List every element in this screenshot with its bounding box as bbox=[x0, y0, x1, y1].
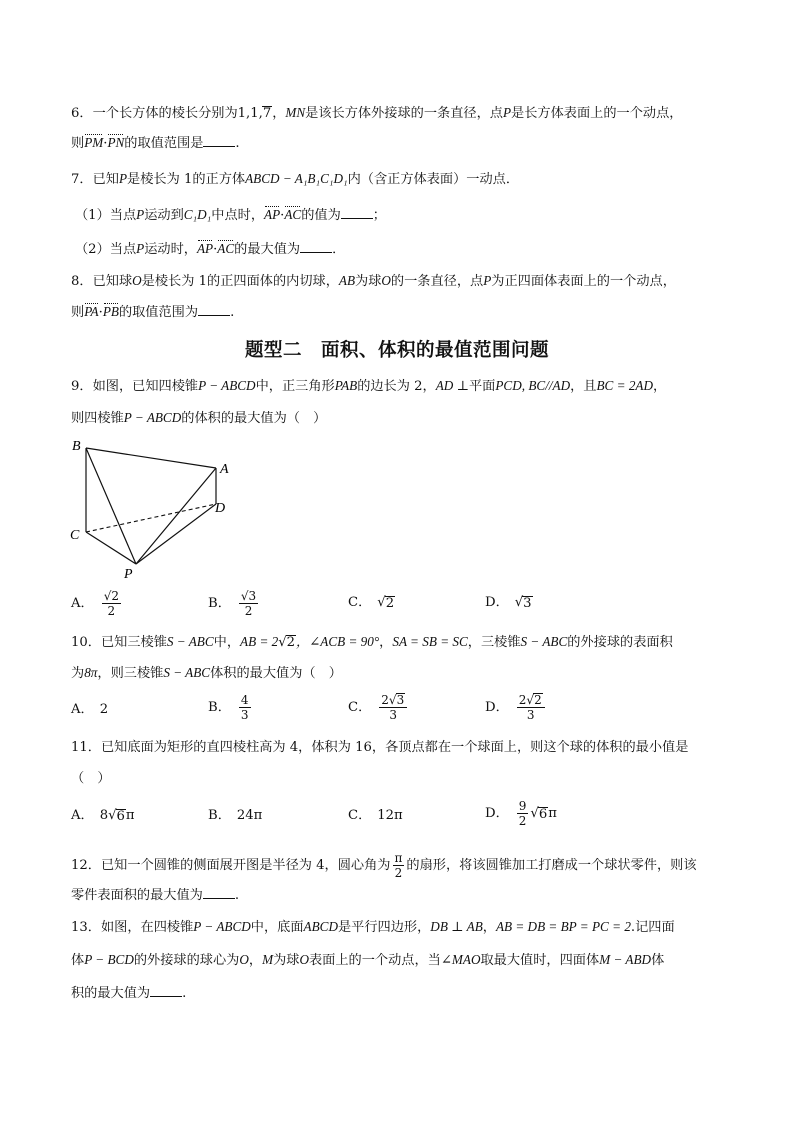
label-b: B bbox=[72, 439, 81, 454]
question-11-line-1: 11．已知底面为矩形的直四棱柱高为 4，体积为 16，各顶点都在一个球面上，则这个球的体积的最小值是 bbox=[71, 740, 689, 755]
text: ，则三棱锥 bbox=[97, 666, 164, 681]
q10-option-a[interactable] bbox=[71, 701, 108, 719]
q10-option-d[interactable] bbox=[485, 693, 547, 722]
text: 的外接球的表面积 bbox=[567, 635, 673, 650]
math-bc: BC = 2AD bbox=[596, 378, 654, 393]
numerator: 2√2 bbox=[517, 693, 545, 708]
question-7-sub-2: （2）当点P运动时，AP·AC的最大值为 ． bbox=[75, 241, 346, 257]
text: 则四棱锥 bbox=[71, 411, 124, 426]
edge-bp bbox=[86, 448, 136, 564]
text: 为 bbox=[71, 666, 85, 681]
q9-option-c[interactable]: C． √ 2 bbox=[348, 595, 395, 611]
option-label: D． bbox=[485, 595, 509, 610]
option-label: D． bbox=[485, 805, 509, 821]
text: 内（含正方体表面）一动点． bbox=[347, 172, 520, 187]
question-8-line-2: 则PA·PB的取值范围为 . bbox=[71, 304, 235, 320]
question-12-line-2 bbox=[71, 886, 239, 905]
q9-option-a[interactable] bbox=[71, 589, 123, 618]
vector-pb: PB bbox=[102, 304, 119, 319]
fraction bbox=[379, 693, 407, 722]
option-label: A． bbox=[71, 808, 94, 823]
question-6-line-1 bbox=[71, 104, 682, 123]
text: 为正四面体表面上的一个动点， bbox=[491, 274, 676, 289]
text: 运动到 bbox=[144, 208, 184, 223]
edge-ba bbox=[86, 448, 216, 468]
text: .记四面 bbox=[630, 920, 675, 935]
math-sabc: S − ABC bbox=[520, 634, 568, 649]
text: ． bbox=[332, 242, 346, 257]
sqrt-value: 6 bbox=[116, 809, 125, 824]
math-cube: ABCD − A₁B₁C₁D₁ bbox=[245, 171, 348, 186]
text: 为球 bbox=[273, 953, 300, 968]
math-sabc: S − ABC bbox=[163, 665, 211, 680]
answer-blank[interactable] bbox=[198, 303, 230, 316]
text: 中，底面 bbox=[250, 920, 304, 935]
text: 体积的最大值为（ ） bbox=[210, 666, 342, 681]
question-13-line-2 bbox=[71, 951, 664, 970]
text: 则 bbox=[71, 136, 85, 151]
coef: 2 bbox=[518, 693, 527, 707]
text: 9．如图，已知四棱锥 bbox=[71, 379, 199, 394]
label-c: C bbox=[70, 528, 80, 543]
numerator: √2 bbox=[103, 589, 119, 603]
math-ad-perp: AD ⊥ bbox=[435, 378, 469, 393]
math-ab: AB bbox=[338, 273, 356, 288]
math-pabcd: P − ABCD bbox=[193, 919, 251, 934]
q11-option-b[interactable] bbox=[208, 807, 262, 825]
text: 则 bbox=[71, 305, 85, 320]
fraction bbox=[102, 589, 121, 618]
denominator: 2 bbox=[518, 814, 527, 828]
option-label: B． bbox=[208, 595, 231, 611]
q9-option-d[interactable]: D． √ 3 bbox=[485, 595, 532, 611]
question-10-line-1: 10．已知三棱锥S − ABC中，AB = 2√2，∠ACB = 90°，SA = SB = SC，三棱锥S − ABC的外接球的表面积 bbox=[71, 634, 673, 650]
vector-ac: AC bbox=[217, 241, 235, 256]
text: 的最大值为 bbox=[234, 242, 301, 257]
text: 13．如图，在四棱锥 bbox=[71, 920, 194, 935]
math-pbcd: P − BCD bbox=[84, 952, 134, 967]
sqrt-value: 3 bbox=[396, 693, 405, 707]
text: 的一条直径，点 bbox=[390, 274, 484, 289]
math-p: P bbox=[136, 241, 145, 256]
question-10-line-2 bbox=[71, 664, 342, 683]
text: . bbox=[182, 986, 187, 1001]
question-11-line-2: （ ） bbox=[71, 771, 111, 786]
sqrt-value: 7 bbox=[262, 106, 272, 121]
text: ； bbox=[372, 208, 386, 223]
question-8-line-1 bbox=[71, 272, 676, 291]
fraction bbox=[517, 799, 529, 828]
math-o: O bbox=[299, 952, 309, 967]
math-condition: PCD, BC//AD bbox=[495, 378, 571, 393]
math-pabcd: P − ABCD bbox=[123, 410, 182, 425]
text: 取最大值时，四面体 bbox=[480, 953, 600, 968]
fraction bbox=[517, 693, 545, 722]
numerator: 2√3 bbox=[379, 693, 407, 708]
text: 为球 bbox=[355, 274, 382, 289]
text: 的取值范围为 bbox=[118, 305, 199, 320]
math-p: P bbox=[118, 171, 128, 186]
sqrt-value: 2 bbox=[534, 693, 542, 707]
text: 积的最大值为 bbox=[71, 986, 151, 1001]
option-label: A． bbox=[71, 595, 94, 611]
q11-option-d[interactable]: D． $\frac{9}{2}$ √ 6 π bbox=[485, 799, 557, 828]
math-p: P bbox=[136, 207, 145, 222]
label-a: A bbox=[220, 462, 229, 477]
denominator: 3 bbox=[389, 708, 398, 722]
text: （2）当点 bbox=[75, 242, 137, 257]
option-label: B． bbox=[208, 808, 231, 823]
math-o: O bbox=[381, 273, 391, 288]
vector-ac: AC bbox=[284, 207, 302, 222]
answer-blank[interactable] bbox=[341, 206, 373, 219]
question-9-line-1 bbox=[71, 377, 666, 396]
option-label: D． bbox=[485, 699, 509, 715]
question-13-line-3 bbox=[71, 984, 186, 1003]
text: 是长方体表面上的一个动点， bbox=[511, 106, 683, 121]
text: 是该长方体外接球的一条直径，点 bbox=[305, 106, 503, 121]
sqrt-value: 6 bbox=[538, 806, 548, 822]
denominator: 3 bbox=[240, 708, 249, 722]
text: 的体积的最大值为（ ） bbox=[181, 411, 327, 426]
text: 是平行四边形， bbox=[337, 920, 431, 935]
question-9-line-2 bbox=[71, 409, 326, 428]
math-c1d1: C₁D₁ bbox=[183, 207, 212, 222]
math-angle: ∠MAO bbox=[440, 952, 481, 967]
text: ， bbox=[482, 920, 496, 935]
question-7-line-1 bbox=[71, 170, 519, 189]
text: 中， bbox=[213, 635, 241, 650]
fraction bbox=[393, 851, 405, 880]
denominator: 2 bbox=[107, 604, 116, 618]
text: ， bbox=[248, 953, 263, 968]
vector-ap: AP bbox=[196, 241, 214, 256]
text: ，且 bbox=[570, 379, 597, 394]
math-mn: MN bbox=[285, 105, 306, 120]
math-pab: PAB bbox=[334, 378, 358, 393]
text: ， bbox=[272, 106, 286, 121]
denominator: 2 bbox=[244, 604, 253, 618]
numerator: √3 bbox=[240, 589, 257, 603]
vector-ap: AP bbox=[264, 207, 281, 222]
math-eq: AB = DB = BP = PC = 2 bbox=[495, 919, 631, 934]
math-ab-eq: AB = 2 bbox=[240, 634, 279, 649]
question-13-line-1 bbox=[71, 918, 675, 937]
answer-blank[interactable] bbox=[203, 134, 235, 147]
text: （1）当点 bbox=[75, 208, 137, 223]
option-label: A． bbox=[71, 702, 94, 717]
q10-option-c[interactable] bbox=[348, 693, 409, 722]
numerator: π bbox=[394, 851, 403, 865]
coef: 8 bbox=[99, 808, 109, 823]
option-label: C． bbox=[348, 595, 372, 610]
sqrt-value: 3 bbox=[523, 596, 532, 611]
text: ，三棱锥 bbox=[467, 635, 521, 650]
option-label: C． bbox=[348, 699, 372, 715]
sqrt-value: 2 bbox=[385, 596, 395, 611]
text: 的取值范围是 bbox=[124, 136, 204, 151]
numerator: 4 bbox=[240, 693, 249, 707]
option-label: B． bbox=[208, 699, 231, 715]
fraction bbox=[239, 589, 258, 618]
q11-option-a[interactable]: A． 8 √ 6 π bbox=[71, 808, 135, 824]
answer-blank[interactable] bbox=[300, 240, 332, 253]
text: . bbox=[235, 136, 240, 151]
math-p: P bbox=[502, 105, 512, 120]
option-value: 2 bbox=[99, 702, 109, 717]
text: 平面 bbox=[469, 379, 496, 394]
math-perp: DB ⊥ AB bbox=[430, 919, 483, 934]
dot-operator: · bbox=[103, 136, 108, 151]
text: 12．已知一个圆锥的侧面展开图是半径为 4，圆心角为 bbox=[71, 857, 391, 873]
math-mabd: M − ABD bbox=[599, 952, 652, 967]
text: . bbox=[234, 888, 240, 903]
text: 6．一个长方体的棱长分别为1,1, bbox=[71, 106, 263, 121]
numerator: 9 bbox=[518, 799, 527, 813]
math-abcd: ABCD bbox=[303, 919, 338, 934]
math-angle: ，∠ACB = 90° bbox=[296, 634, 380, 649]
label-d: D bbox=[215, 501, 226, 516]
math-m: M bbox=[262, 952, 274, 967]
section-title: 题型二 面积、体积的最值范围问题 bbox=[244, 340, 549, 361]
text: ， bbox=[379, 635, 393, 650]
text: 10．已知三棱锥 bbox=[71, 635, 167, 650]
text: 中，正三角形 bbox=[255, 379, 335, 394]
text: 的边长为 2， bbox=[357, 379, 436, 394]
text: 的外接球的球心为 bbox=[133, 953, 240, 968]
math-o: O bbox=[132, 273, 142, 288]
q9-option-b[interactable] bbox=[208, 589, 260, 618]
question-12-line-1 bbox=[71, 851, 697, 880]
vector-pm: PM bbox=[84, 135, 104, 150]
text: ， bbox=[653, 379, 667, 394]
math-eq: SA = SB = SC bbox=[392, 634, 468, 649]
text: 运动时， bbox=[144, 242, 197, 257]
text: 的值为 bbox=[301, 208, 341, 223]
question-7-sub-1: （1）当点P运动到C₁D₁中点时，AP·AC的值为 ； bbox=[75, 207, 386, 223]
pi: π bbox=[125, 808, 135, 823]
answer-blank[interactable] bbox=[150, 984, 182, 997]
edge-ap bbox=[136, 468, 216, 564]
answer-blank[interactable] bbox=[203, 886, 235, 899]
text: 的扇形，将该圆锥加工打磨成一个球状零件，则该 bbox=[406, 857, 697, 873]
q10-option-b[interactable] bbox=[208, 693, 253, 722]
option-value: 24π bbox=[236, 808, 263, 823]
math-pabcd: P − ABCD bbox=[198, 378, 256, 393]
text: 表面上的一个动点，当 bbox=[309, 953, 441, 968]
pyramid-figure bbox=[62, 428, 242, 583]
option-label: C． bbox=[348, 808, 372, 823]
denominator: 3 bbox=[526, 708, 535, 722]
text: 体 bbox=[651, 953, 665, 968]
vector-pa: PA bbox=[84, 304, 99, 319]
math-o: O bbox=[239, 952, 249, 967]
math-sabc: S − ABC bbox=[166, 634, 214, 649]
sqrt-value: 2 bbox=[286, 635, 296, 650]
text: 体 bbox=[71, 953, 85, 968]
label-p: P bbox=[124, 567, 133, 582]
text: 是棱长为 1的正方体 bbox=[127, 172, 246, 187]
math-p: P bbox=[483, 273, 492, 288]
text: 8．已知球 bbox=[71, 274, 133, 289]
text: 是棱长为 1的正四面体的内切球， bbox=[141, 274, 339, 289]
coef: 2 bbox=[381, 693, 389, 707]
pi: π bbox=[548, 805, 557, 821]
option-value: 12π bbox=[377, 808, 403, 823]
text: . bbox=[230, 305, 235, 320]
vector-pn: PN bbox=[107, 135, 125, 150]
math-area: 8π bbox=[84, 665, 98, 680]
question-6-line-2 bbox=[71, 134, 240, 153]
text: 中点时， bbox=[211, 208, 265, 223]
q11-option-c[interactable] bbox=[348, 807, 403, 825]
fraction bbox=[239, 693, 251, 722]
text: 零件表面积的最大值为 bbox=[71, 888, 203, 903]
denominator: 2 bbox=[394, 866, 403, 880]
text: 7．已知 bbox=[71, 172, 119, 187]
